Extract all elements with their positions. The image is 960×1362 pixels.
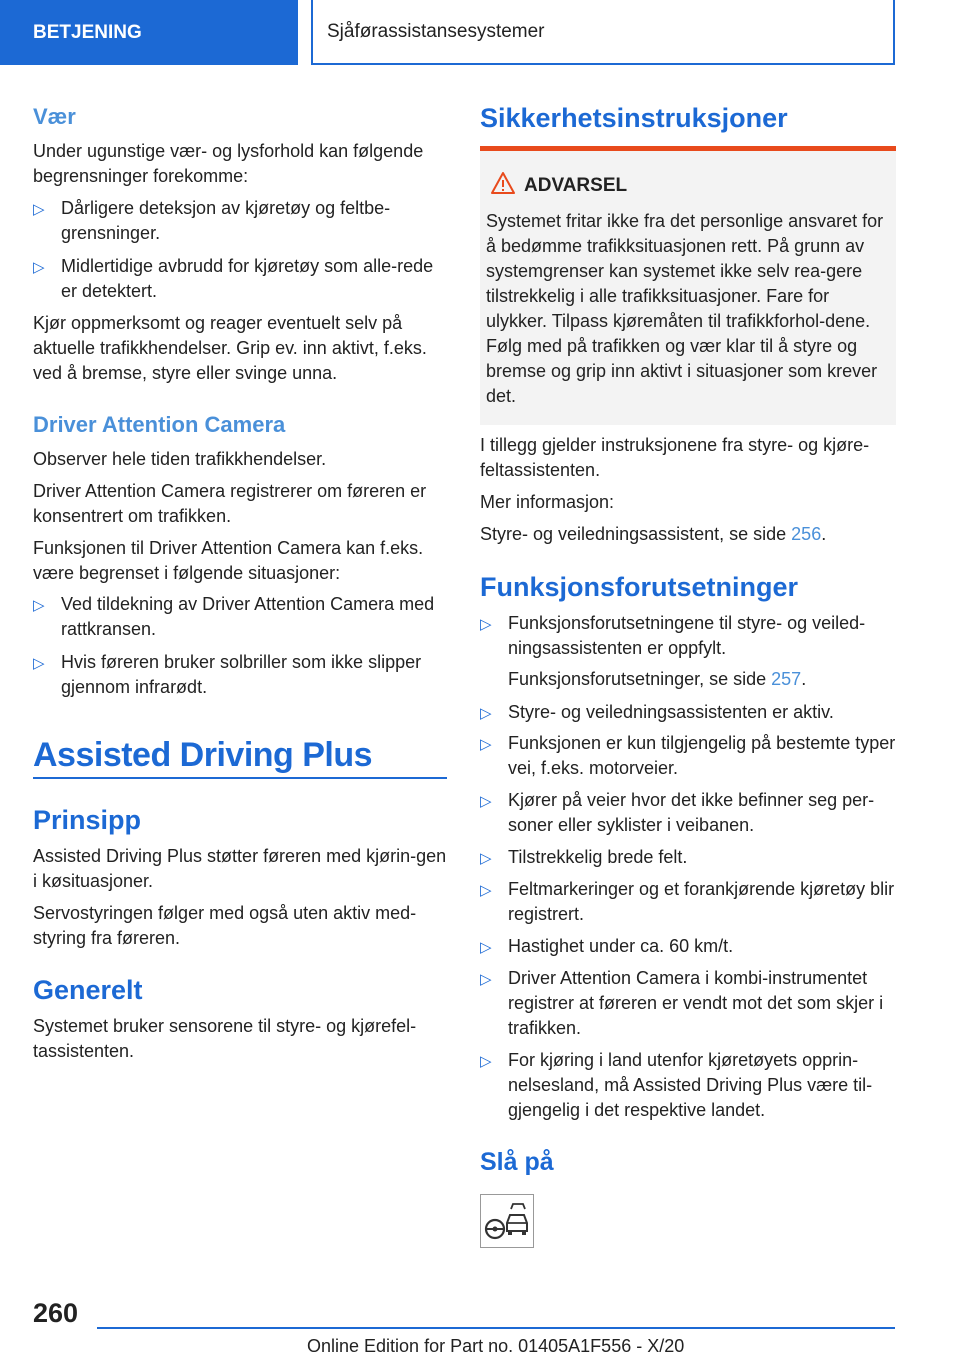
bullet-triangle-icon: ▷ — [33, 259, 45, 276]
footer-edition: Online Edition for Part no. 01405A1F556 - X/20 — [307, 1336, 685, 1356]
list-item: ▷ Midlertidige avbrudd for kjøretøy som alle-rede er detektert. — [33, 256, 434, 301]
list-item: ▷ Hastighet under ca. 60 km/t. — [480, 934, 896, 959]
bullet-triangle-icon: ▷ — [480, 971, 492, 988]
list-item: ▷ Styre- og veiledningsassistenten er aktiv. — [480, 700, 896, 725]
tillegg-text: I tillegg gjelder instruksjonene fra styre- og kjøre-feltassistenten. — [480, 435, 870, 480]
bullet-triangle-icon: ▷ — [480, 705, 492, 722]
list-item: ▷ Feltmarkeringer og et forankjørende kjøretøy blir registrert. — [480, 879, 895, 924]
vaer-intro: Under ugunstige vær- og lysforhold kan følgende begrensninger forekomme: — [33, 141, 424, 186]
vaer-outro: Kjør oppmerksomt og reager eventuelt selv på aktuelle trafikkhendelser. Grip ev. inn aktivt, f.eks. ved å bremse, styre eller svinge unna. — [33, 313, 427, 383]
bullet-triangle-icon: ▷ — [33, 597, 45, 614]
assisted-driving-button-icon — [480, 1194, 534, 1248]
dac-p1: Observer hele tiden trafikkhendelser. — [33, 449, 327, 469]
list-item: ▷ Driver Attention Camera i kombi-instrumentet registrer at føreren er vendt mot det som skjer i trafikken. — [480, 968, 884, 1038]
bullet-triangle-icon: ▷ — [480, 1053, 492, 1070]
adp-heading: Assisted Driving Plus — [33, 736, 373, 774]
bullet-triangle-icon: ▷ — [480, 882, 492, 899]
prinsipp-p2: Servostyringen følger med også uten aktiv med-styring fra føreren. — [33, 903, 417, 948]
list-item: ▷ Funksjonen er kun tilgjengelig på bestemte typer vei, f.eks. motorveier. — [480, 733, 896, 778]
dac-heading: Driver Attention Camera — [33, 412, 286, 437]
page-link-257[interactable]: 257 — [771, 669, 802, 689]
bullet-triangle-icon: ▷ — [480, 793, 492, 810]
bullet-triangle-icon: ▷ — [480, 616, 492, 633]
list-item: ▷ Hvis føreren bruker solbriller som ikke slipper gjennom infrarødt. — [33, 652, 422, 697]
warning-title: ADVARSEL — [524, 175, 628, 196]
list-item: ▷ Ved tildekning av Driver Attention Camera med rattkransen. — [33, 594, 435, 639]
dac-p2: Driver Attention Camera registrerer om føreren er konsentrert om trafikken. — [33, 481, 427, 526]
bullet-triangle-icon: ▷ — [33, 201, 45, 218]
mer-info: Mer informasjon: — [480, 492, 615, 512]
header-section-label: BETJENING — [33, 21, 142, 43]
funk-heading: Funksjonsforutsetninger — [480, 572, 799, 602]
bullet-triangle-icon: ▷ — [33, 655, 45, 672]
sla-heading: Slå på — [480, 1148, 554, 1176]
footer-rule — [97, 1327, 895, 1329]
generelt-heading: Generelt — [33, 975, 143, 1005]
vaer-heading: Vær — [33, 104, 76, 129]
styre-reference: Styre- og veiledningsassistent, se side 256. — [480, 524, 827, 544]
page-number: 260 — [33, 1298, 79, 1328]
bullet-triangle-icon: ▷ — [480, 850, 492, 867]
prinsipp-heading: Prinsipp — [33, 805, 142, 835]
list-item: ▷ Funksjonsforutsetningene til styre- og veiled-ningsassistenten er oppfylt. — [480, 613, 866, 658]
bullet-triangle-icon: ▷ — [480, 939, 492, 956]
header-chapter — [311, 0, 895, 65]
funk-reference: Funksjonsforutsetninger, se side 257. — [508, 669, 807, 689]
generelt-p1: Systemet bruker sensorene til styre- og kjørefel-tassistenten. — [33, 1016, 417, 1061]
list-item: ▷ For kjøring i land utenfor kjøretøyets opprin-nelsesland, må Assisted Driving Plus være til-gjengelig i det respektive landet. — [480, 1050, 873, 1120]
list-item: ▷ Dårligere deteksjon av kjøretøy og feltbe-grensninger. — [33, 198, 391, 243]
header-chapter-label: Sjåførassistansesystemer — [327, 20, 545, 42]
header-section — [0, 0, 298, 65]
bullet-triangle-icon: ▷ — [480, 736, 492, 753]
heading-rule — [33, 777, 447, 779]
list-item: ▷ Tilstrekkelig brede felt. — [480, 845, 896, 870]
warning-box — [480, 146, 896, 425]
steering-car-icon — [481, 1195, 533, 1247]
page-link-256[interactable]: 256 — [791, 524, 822, 544]
warning-text: Systemet fritar ikke fra det personlige ansvaret for å bedømme trafikksituasjonen rett. På grunn av systemgrenser kan systemet ikke selv rea-gere tilstrekkelig i alle trafikksituasjoner. Fare for ulykker. Tilpass kjøremåten til trafikkforhol-dene. Følg med på trafikken og vær klar til å styre og bremse og grip inn aktivt i situasjoner som krever det. — [486, 211, 884, 406]
dac-p3: Funksjonen til Driver Attention Camera kan f.eks. være begrenset i følgende situasjoner: — [33, 538, 424, 583]
list-item: ▷ Kjører på veier hvor det ikke befinner seg per-soner eller syklister i veibanen. — [480, 790, 875, 835]
prinsipp-p1: Assisted Driving Plus støtter føreren med kjørin-gen i køsituasjoner. — [33, 846, 447, 891]
sikk-heading: Sikkerhetsinstruksjoner — [480, 103, 788, 133]
warning-triangle-icon — [490, 171, 516, 195]
